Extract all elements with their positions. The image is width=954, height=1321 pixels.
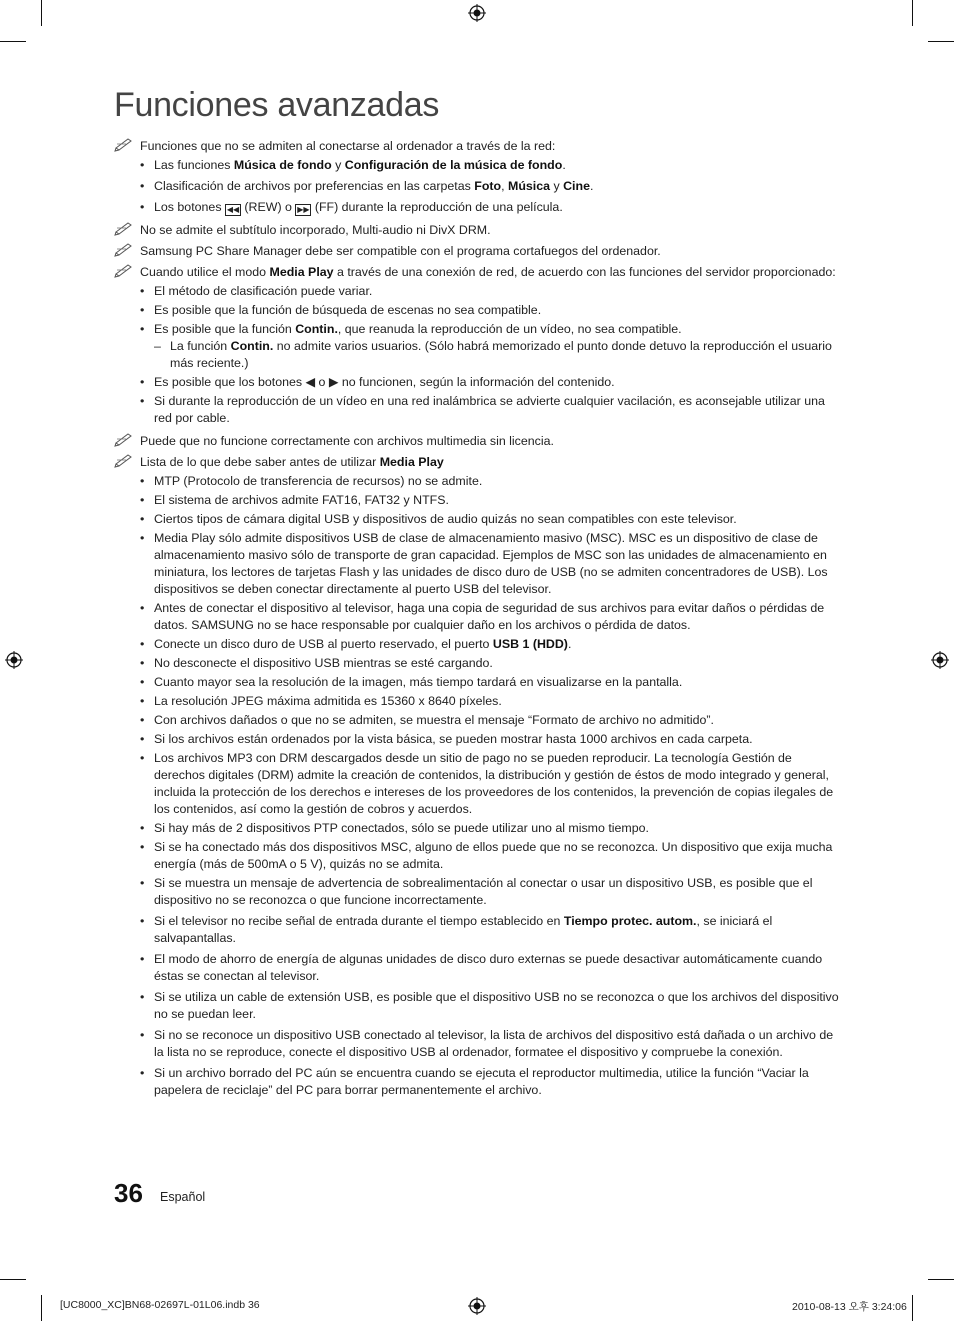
page-number: 36 <box>114 1178 143 1208</box>
list-item: • No desconecte el dispositivo USB mientras se esté cargando. <box>140 656 493 670</box>
bullet-list <box>114 283 842 427</box>
list-item: • La resolución JPEG máxima admitida es 15360 x 8640 píxeles. <box>140 694 502 708</box>
crop-mark <box>0 1279 26 1280</box>
list-item: • Si se muestra un mensaje de advertencia de sobrealimentación al conectar o usar un dispositivo USB, es posible que el dispositivo no se reconozca o que funcione incorrectamente. <box>140 876 813 907</box>
note-text: Puede que no funcione correctamente con archivos multimedia sin licencia. <box>140 434 554 448</box>
list-item: • Media Play sólo admite dispositivos USB de clase de almacenamiento masivo (MSC). MSC es un dispositivo de clase de almacenamiento masivo sólo de transporte de gran capacidad. Ejemplos de MSC son las unidades de almacenamiento en miniatura, los lectores de tarjetas Flash y las unidades de disco duro de USB (no se admiten concentradores de USB). Los dispositivos se deben conectar directamente al puerto USB del televisor. <box>140 531 828 596</box>
list-item: • El modo de ahorro de energía de algunas unidades de disco duro externas se puede desactivar automáticamente cuando éstas se conectan al televisor. <box>140 952 823 983</box>
bullet-list <box>114 473 842 1099</box>
note-text: Samsung PC Share Manager debe ser compatible con el programa cortafuegos del ordenador. <box>140 244 661 258</box>
list-item: • Si hay más de 2 dispositivos PTP conectados, sólo se puede utilizar uno al mismo tiempo. <box>140 821 649 835</box>
page-content <box>114 138 842 1101</box>
list-item: • Los botones ◀◀ (REW) o ▶▶ (FF) durante la reproducción de una película. <box>140 200 563 214</box>
list-item: • Si se utiliza un cable de extensión USB, es posible que el dispositivo USB no se reconozca o que los archivos del dispositivo no se puedan leer. <box>140 990 839 1021</box>
list-item: • Si se ha conectado más dos dispositivos MSC, alguno de ellos puede que no se reconozca. Un dispositivo que exija mucha energía (más de 500mA o 5 V), quizás no se admita. <box>140 840 833 871</box>
note <box>114 222 842 239</box>
list-item: • Los archivos MP3 con DRM descargados desde un sitio de pago no se pueden reproducir. La tecnología Gestión de derechos digitales (DRM) admite la creación de contenidos, la distribución y gestión de éstos de modo integrado y general, incluida la protección de los derechos e intereses de los proveedores de los contenidos, la prevención de copias ilegales de los contenidos, así como la gestión de cobros y acuerdos. <box>140 751 834 816</box>
registration-mark-icon <box>5 651 23 669</box>
rewind-icon: ◀◀ <box>226 205 240 214</box>
crop-mark <box>928 1279 954 1280</box>
list-item: • Cuanto mayor sea la resolución de la imagen, más tiempo tardará en visualizarse en la pantalla. <box>140 675 683 689</box>
list-item: • Antes de conectar el dispositivo al televisor, haga una copia de seguridad de sus archivos para evitar daños o pérdidas de datos. SAMSUNG no se hace responsable por cualquier daño en los archivos o pérdida de datos. <box>140 601 825 632</box>
list-item: • Las funciones Música de fondo y Configuración de la música de fondo. <box>140 158 566 172</box>
list-item: • Conecte un disco duro de USB al puerto reservado, el puerto USB 1 (HDD). <box>140 637 572 651</box>
list-item: • Con archivos dañados o que no se admiten, se muestra el mensaje “Formato de archivo no admitido”. <box>140 713 714 727</box>
sub-list-item: – La función Contin. no admite varios usuarios. (Sólo habrá memorizado el punto donde detuvo la reproducción el usuario más reciente.) <box>154 339 832 370</box>
list-item: • El sistema de archivos admite FAT16, FAT32 y NTFS. <box>140 493 449 507</box>
list-item: • Es posible que los botones ◀ o ▶ no funcionen, según la información del contenido. <box>140 375 615 389</box>
arrow-left-icon: ◀ <box>305 375 316 389</box>
list-item: • Si los archivos están ordenados por la vista básica, se pueden mostrar hasta 1000 archivos en cada carpeta. <box>140 732 753 746</box>
arrow-right-icon: ▶ <box>328 375 339 389</box>
list-item: • Si un archivo borrado del PC aún se encuentra cuando se ejecuta el reproductor multimedia, utilice la función “Vaciar la papelera de reciclaje” del PC para borrar permanentemente el archivo. <box>140 1066 809 1097</box>
list-item: • Ciertos tipos de cámara digital USB y dispositivos de audio quizás no sean compatibles con este televisor. <box>140 512 737 526</box>
registration-mark-icon <box>931 651 949 669</box>
list-item: • El método de clasificación puede variar. <box>140 284 373 298</box>
pencil-note-icon <box>114 262 136 278</box>
note: Lista de lo que debe saber antes de utilizar Media Play <box>114 454 842 471</box>
note <box>114 138 842 155</box>
pencil-note-icon <box>114 452 136 468</box>
list-item: • Es posible que la función de búsqueda de escenas no sea compatible. <box>140 303 542 317</box>
bullet-list <box>114 157 842 216</box>
note <box>114 243 842 260</box>
crop-mark <box>912 0 913 26</box>
list-item: • Es posible que la función Contin., que reanuda la reproducción de un vídeo, no sea compatible. <box>140 322 682 336</box>
pencil-note-icon <box>114 241 136 257</box>
note-text: Funciones que no se admiten al conectarse al ordenador a través de la red: <box>140 139 556 153</box>
list-item: • Si durante la reproducción de un vídeo en una red inalámbrica se advierte cualquier vacilación, es aconsejable utilizar una red por cable. <box>140 394 825 425</box>
pencil-note-icon <box>114 136 136 152</box>
crop-mark <box>928 41 954 42</box>
note-text: No se admite el subtítulo incorporado, Multi-audio ni DivX DRM. <box>140 223 491 237</box>
list-item: • MTP (Protocolo de transferencia de recursos) no se admite. <box>140 474 483 488</box>
fast-forward-icon: ▶▶ <box>297 205 310 214</box>
note: Cuando utilice el modo Media Play a través de una conexión de red, de acuerdo con las funciones del servidor proporcionado: <box>114 264 842 281</box>
page-language: Español <box>160 1190 206 1204</box>
crop-mark <box>912 1295 913 1321</box>
pencil-note-icon <box>114 220 136 236</box>
crop-mark <box>41 1295 42 1321</box>
list-item: • Si el televisor no recibe señal de entrada durante el tiempo establecido en Tiempo protec. autom., se iniciará el salvapantallas. <box>140 914 773 945</box>
crop-mark <box>41 0 42 26</box>
list-item: • Si no se reconoce un dispositivo USB conectado al televisor, la lista de archivos del dispositivo está dañada o un archivo de la lista no se reproduce, conecte el dispositivo USB al ordenador, formatee el dispositivo y compruebe la conexión. <box>140 1028 834 1059</box>
pencil-note-icon <box>114 431 136 447</box>
registration-mark-icon <box>468 1297 486 1315</box>
page-title: Funciones avanzadas <box>114 86 440 124</box>
note <box>114 433 842 450</box>
list-item: • Clasificación de archivos por preferencias en las carpetas Foto, Música y Cine. <box>140 179 594 193</box>
crop-mark <box>0 41 26 42</box>
print-slug-date: 2010-08-13 오후 3:24:06 <box>792 1301 907 1313</box>
registration-mark-icon <box>468 4 486 22</box>
print-slug-file: [UC8000_XC]BN68-02697L-01L06.indb 36 <box>60 1299 260 1311</box>
